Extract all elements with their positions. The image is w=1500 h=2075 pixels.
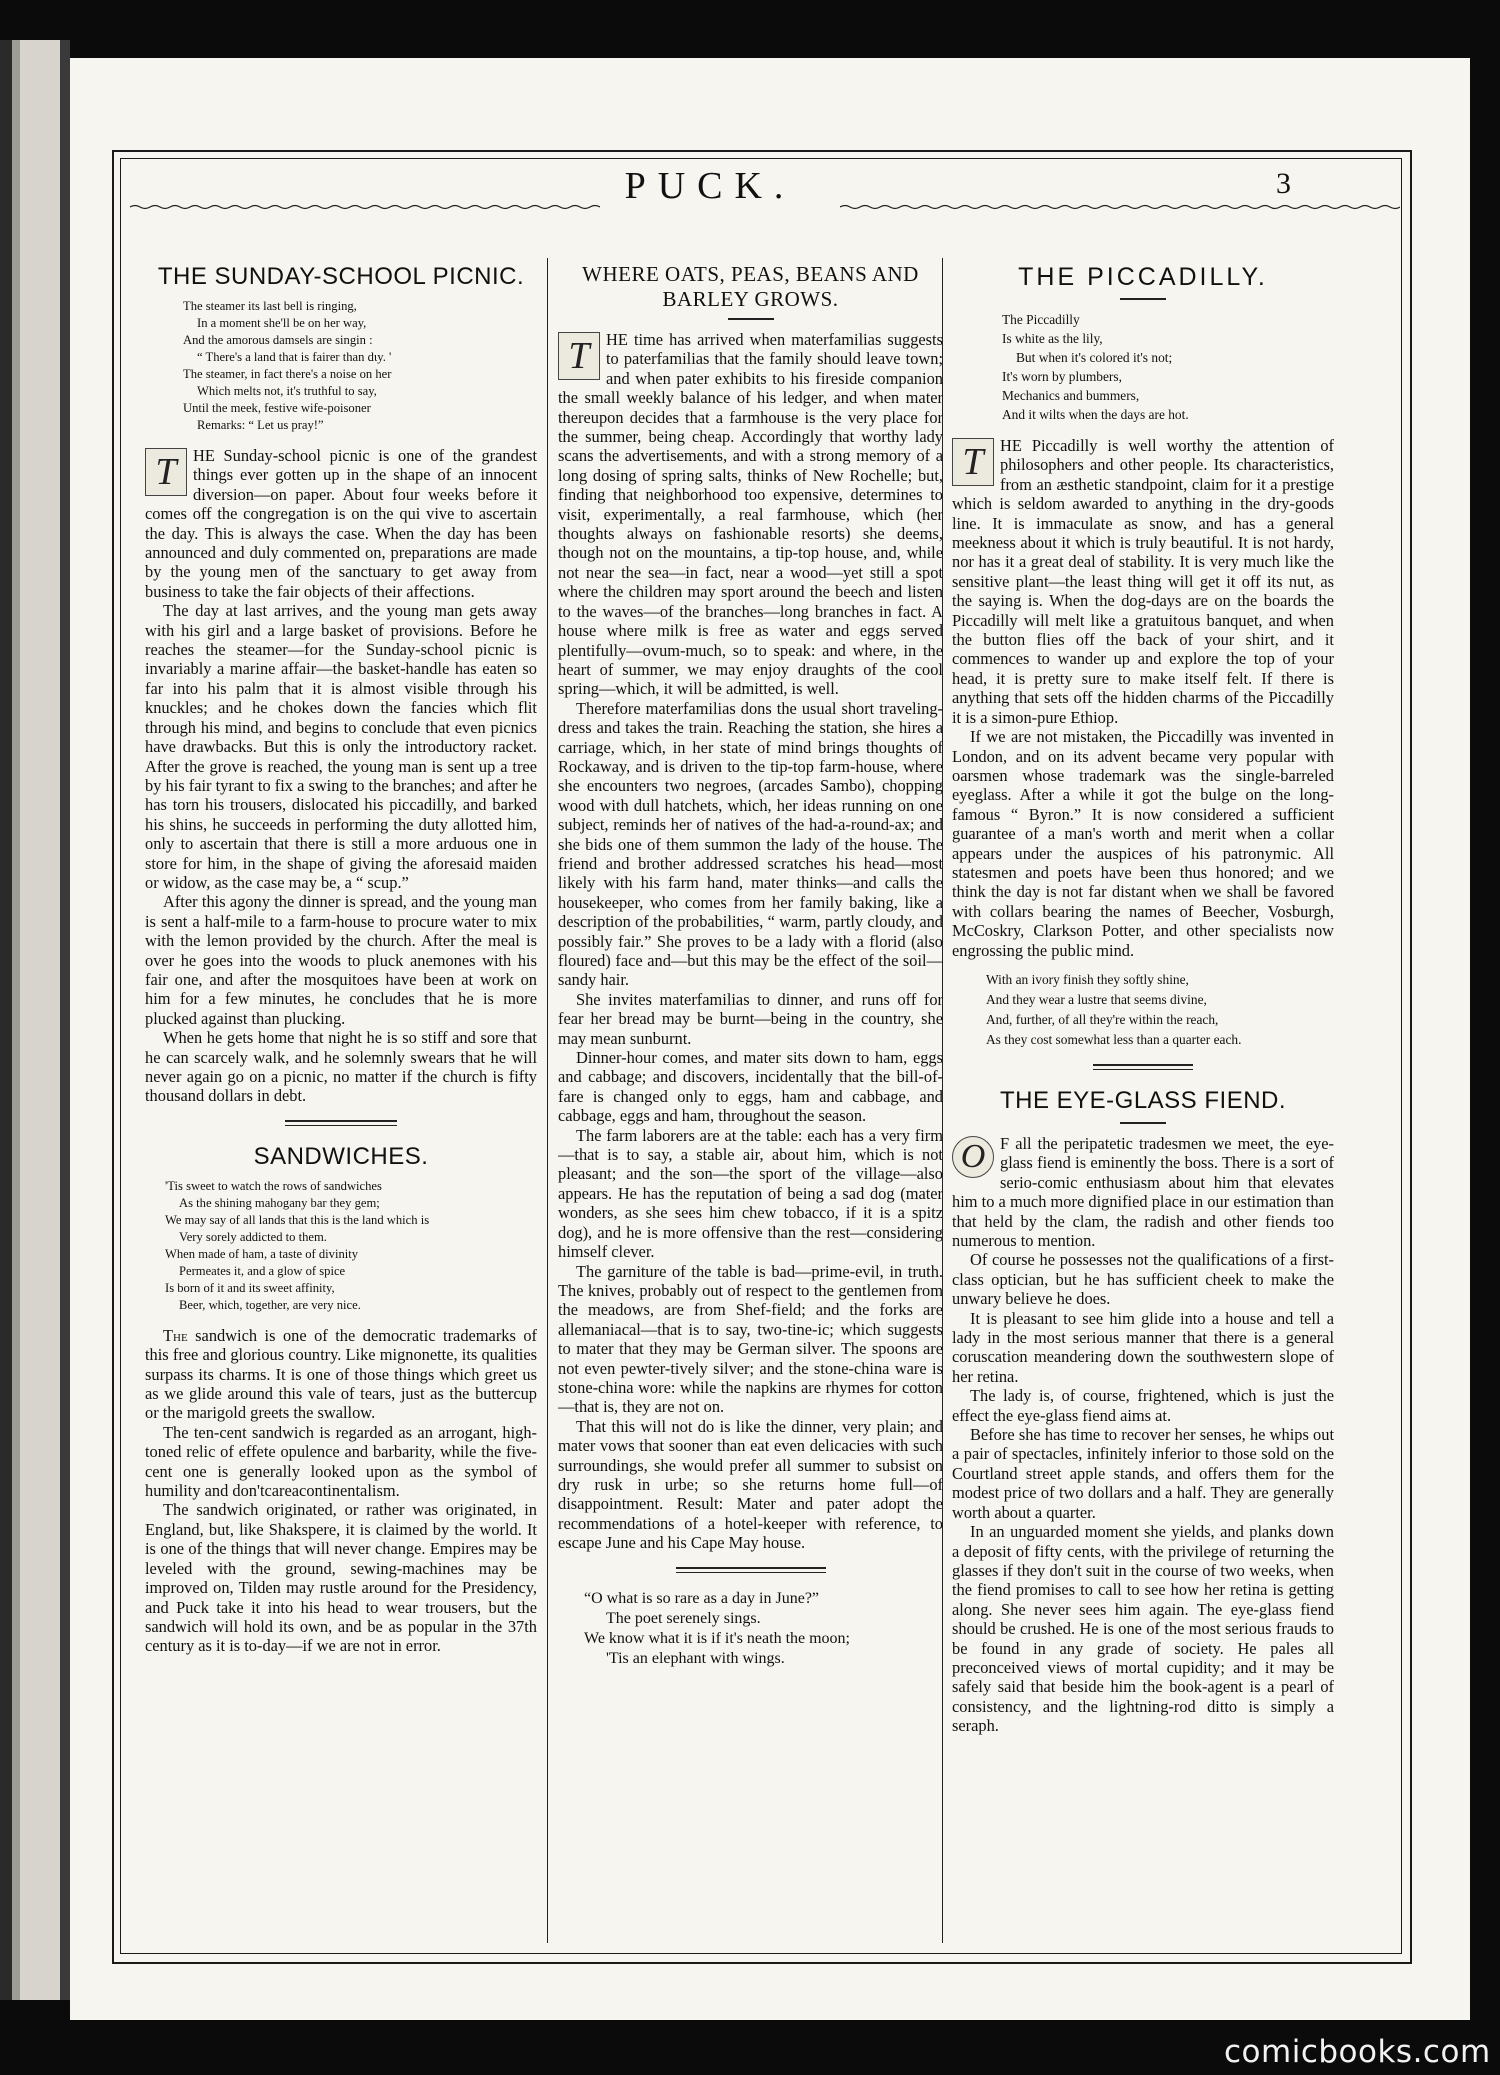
article-paragraph: She invites materfamilias to dinner, and runs off for fear her bread may be burnt—being in the country, she may mean sunburnt. (558, 989, 943, 1048)
masthead-ornament-right (840, 204, 1400, 210)
verse-line: It's worn by plumbers, (1002, 369, 1122, 384)
verse-line: As they cost somewhat less than a quarter each. (986, 1031, 1242, 1047)
article-title: THE PICCADILLY. (1018, 263, 1268, 291)
article-verse (1002, 310, 1334, 424)
article-paragraph (952, 1134, 1334, 1250)
column-3 (952, 258, 1334, 1938)
adjacent-page-edge (0, 40, 70, 2000)
paragraph-text: HE Piccadilly is well worthy the attention of philosophers and other people. Its characteristics, from an æsthetic standpoint, claim for it a prestige which is seldom awarded to anything in the dry-goods line. It is immaculate as snow, and has a general meekness about it which is truly beautiful. It is not hardy, nor has it a great deal of stability. It is very much like the sensitive plant—the least thing will get it off its nut, as the saying is. When the dog-days are on the boards the Piccadilly will melt like a gratuitous banquet, and when the button flies off the back of your shirt, and it commences to wander up and explore the top of your head, it is pretty sure to make itself felt. If there is anything that sets off the hidden charms of the Piccadilly it is a simon-pure Ethiop. (952, 436, 1334, 727)
verse-line: Is white as the lily, (1002, 331, 1103, 346)
article-paragraph: Therefore materfamilias dons the usual short traveling-dress and takes the train. Reaching the station, she hires a carriage, which, in her state of mind brings thoughts of Rockaway, and is driven to the tip-top farm-house, where she encounters two negroes, (arcades Sambo), chopping wood with dull hatchets, which, her ideas running on one subject, reminds her of natives of the had-a-round-ax; and she bids one of them summon the lady of the house. The friend and brother addressed scratches his head—most likely with his farm hand, mater thinks—and calls the housekeeper, who comes from her family baking, like a description of the probabilities, “ warm, partly cloudy, and possibly fair.” She proves to be a lady with a florid (also floured) face and—but this may be the effect of the soil—sandy hair. (558, 698, 943, 990)
title-rule (1120, 298, 1166, 300)
column-1 (145, 258, 537, 1938)
article-paragraph: After this agony the dinner is spread, and the young man is sent a half-mile to a farm-house to procure water to mix with the lemon provided by the church. After the meal is over he goes into the woods to pluck anemones with his fair one, and after the mosquitoes have been at work on him for a few minutes, he concludes that he is more plucked against than plucking. (145, 892, 537, 1028)
verse-line: Mechanics and bummers, (1002, 388, 1140, 403)
article-paragraph: Before she has time to recover her senses, he whips out a pair of spectacles, infinitely inferior to those sold on the Courtland street apple stands, and offers them for the modest price of two dollars and a half. They are generally worth about a quarter. (952, 1425, 1334, 1522)
article-paragraph: It is pleasant to see him glide into a house and tell a lady in the most serious manner that there is a general coruscation meandering down the southwestern slope of her retina. (952, 1308, 1334, 1386)
closing-poem (584, 1589, 943, 1669)
magazine-page (70, 58, 1470, 2020)
article-paragraph: The day at last arrives, and the young man gets away with his girl and a large basket of provisions. Before he reaches the steamer—for the Sunday-school picnic is invariably a marine affair—the basket-handle has eaten so far into his palm that it is almost visible through his knuckles; and he chokes down the fancies which flit through his mind, and begins to conclude that even picnics have drawbacks. But this is only the introductory racket. After the grove is reached, the young man is sent up a tree by his fair tyrant to fix a swing to the branches; and after he has torn his trousers, dislocated his piccadilly, and barked his shins, he succeeds in performing the duty allotted him, only to ascertain that there is still a more arduous one in store for him, in the shape of giving the aforesaid maiden or widow, as the case may be, a “ scup.” (145, 601, 537, 892)
verse-line: Remarks: “ Let us pray!” (197, 418, 324, 432)
ornamental-initial: T (558, 332, 600, 380)
article-paragraph: The farm laborers are at the table: each has a very firm—that is to say, a stable air, about him, which is not pleasant; and the son—the sport of the village—also appears. He has the reputation of being a sad dog (mater wonders, as she sees him chew tobacco, if it is a spitz dog), and he is more offensive than the rest—considering himself clever. (558, 1125, 943, 1262)
title-rule (1120, 1122, 1166, 1124)
verse-line: In a moment she'll be on her way, (197, 316, 367, 330)
article-paragraph: The lady is, of course, frightened, which is just the effect the eye-glass fiend aims at. (952, 1386, 1334, 1425)
paragraph-text: F all the peripatetic tradesmen we meet, the eye-glass fiend is eminently the boss. There is a sort of serio-comic enthusiasm about him that elevates him to a much more dignified place in our estimation than that held by the clam, the radish and other fiends too numerous to mention. (952, 1133, 1334, 1250)
verse-line: Until the meek, festive wife-poisoner (183, 401, 371, 415)
article-verse (183, 298, 537, 434)
article-paragraph: That this will not do is like the dinner, very plain; and mater vows that sooner than eat even delicacies with such surroundings, she would prefer all summer to subsist on dry rusk in urbe; so she returns home full—of disappointment. Result: Mater and pater adopt the recommendations of a hotel-keeper with reference, to escape June and his Cape May house. (558, 1416, 943, 1553)
verse-line: But when it's colored it's not; (1016, 350, 1173, 365)
article-paragraph: Dinner-hour comes, and mater sits down to ham, eggs and cabbage; and discovers, incidentally that the bill-of-fare is changed only to eggs, ham and cabbage, and cabbage, eggs and ham, throughout the season. (558, 1048, 943, 1126)
section-divider (676, 1567, 826, 1573)
verse-line: As the shining mahogany bar they gem; (179, 1195, 380, 1210)
verse-line: With an ivory finish they softly shine, (986, 971, 1189, 987)
article-paragraph: When he gets home that night he is so stiff and sore that he can scarcely walk, and he solemnly swears that he will never again go on a picnic, no matter if the church is fifty thousand dollars in debt. (145, 1028, 537, 1106)
article-title: THE EYE-GLASS FIEND. (999, 1086, 1287, 1114)
article-paragraph (558, 330, 943, 699)
verse-line: Is born of it and its sweet affinity, (165, 1280, 335, 1295)
article-paragraph (145, 1326, 537, 1423)
lead-word: The (163, 1325, 188, 1345)
verse-line: Which melts not, it's truthful to say, (197, 384, 377, 398)
verse-line: And they wear a lustre that seems divine, (986, 991, 1207, 1007)
article-verse (165, 1178, 537, 1314)
site-watermark: comicbooks.com (1224, 2034, 1491, 2070)
verse-line: Permeates it, and a glow of spice (179, 1263, 346, 1278)
section-divider (285, 1120, 397, 1126)
article-paragraph: In an unguarded moment she yields, and planks down a deposit of fifty cents, with the privilege of returning the glasses if they don't suit in the course of two weeks, when the fiend promises to call to see how her retina is getting along. She never sees him again. The eye-glass fiend should be crushed. He is one of the most serious frauds to be found in any grade of society. He pales all preconceived views of mortal cupidity; and it may be safely said that beside him the book-agent is a pearl of consistency, and the lightning-rod ditto is simply a seraph. (952, 1522, 1334, 1736)
poem-line: The poet serenely sings. (606, 1609, 761, 1627)
title-rule (728, 318, 774, 320)
article-paragraph (952, 436, 1334, 727)
masthead-title: PUCK. (624, 165, 796, 207)
article-paragraph (145, 446, 537, 601)
verse-line: The Piccadilly (1002, 312, 1080, 327)
ornamental-initial: T (952, 438, 994, 486)
article-paragraph: Of course he possesses not the qualifications of a first-class optician, but he has sufficient cheek to make the unwary believe he does. (952, 1250, 1334, 1309)
column-rule (547, 258, 548, 1943)
article-paragraph: The ten-cent sandwich is regarded as an arrogant, high-toned relic of effete opulence and barbarity, while the five-cent one is generally looked upon as the symbol of humility and don'tcareacontinentalism. (145, 1422, 537, 1501)
ornamental-initial: T (145, 448, 187, 496)
article-title: WHERE OATS, PEAS, BEANS AND BARLEY GROWS. (582, 262, 919, 311)
poem-line: 'Tis an elephant with wings. (606, 1649, 785, 1667)
verse-line: The steamer, in fact there's a noise on her (183, 367, 392, 381)
poem-line: “O what is so rare as a day in June?” (584, 1589, 820, 1607)
verse-line: And it wilts when the days are hot. (1002, 407, 1189, 422)
verse-line: Beer, which, together, are very nice. (179, 1297, 361, 1312)
article-paragraph: The sandwich originated, or rather was originated, in England, but, like Shakspere, it is claimed by the world. It is one of the things that will never change. Empires may be leveled with the ground, sewing-machines may be improved on, Tilden may rustle around for the Presidency, and Puck take it into his head to wear trousers, but the sandwich will hold its own, and be as popular in the 37th century as it is to-day—if we are not in error. (145, 1500, 537, 1656)
verse-line: “ There's a land that is fairer than dɩy. ' (197, 350, 392, 364)
masthead-ornament-left (130, 204, 600, 210)
verse-line: And the amorous damsels are singin : (183, 333, 373, 347)
verse-line: The steamer its last bell is ringing, (183, 299, 357, 313)
verse-line: When made of ham, a taste of divinity (165, 1246, 359, 1261)
paragraph-text: sandwich is one of the democratic trademarks of this free and glorious country. Like mignonette, its qualities surpass its charms. It is one of those things which greet us as we glide around this vale of tears, just as the buttercup or the marigold greets the swallow. (145, 1325, 537, 1423)
closing-verse (986, 970, 1334, 1050)
verse-line: Very sorely addicted to them. (179, 1229, 327, 1244)
article-paragraph: The garniture of the table is bad—prime-evil, in truth. The knives, probably out of respect to the gentlemen from the meadows, are from Shef-field; and the forks are allemaniacal—that is to say, two-tine-ic; which suggests to mater that they may be German silver. The spoons are not even pewter-tively silver; and the stone-china ware is stone-china wore: while the napkins are rhymes for cotton—that is, they are not on. (558, 1261, 943, 1417)
column-2 (558, 258, 943, 1938)
verse-line: We may say of all lands that this is the land which is (165, 1212, 430, 1227)
verse-line: And, further, of all they're within the reach, (986, 1011, 1219, 1027)
ornamental-initial: O (952, 1136, 994, 1178)
article-title: THE SUNDAY-SCHOOL PICNIC. (157, 263, 525, 290)
page-number: 3 (1276, 167, 1291, 200)
section-divider (1093, 1064, 1193, 1070)
article-paragraph: If we are not mistaken, the Piccadilly was invented in London, and on its advent became very popular with oarsmen whose trademark was the single-barreled eyeglass. After a while it got the bulge on the long-famous “ Byron.” It is now considered a sufficient guarantee of a man's worth and merit when a collar appears under the auspices of his patronymic. All statesmen and poets have been thus honored; and we think the day is not far distant when we shall be favored with collars bearing the names of Beecher, Vosburgh, McCoskry, Clarkson Potter, and other specialists now engrossing the public mind. (952, 727, 1334, 960)
verse-line: 'Tis sweet to watch the rows of sandwiches (165, 1178, 382, 1193)
poem-line: We know what it is if it's neath the moon; (584, 1629, 850, 1647)
article-title: SANDWICHES. (253, 1142, 429, 1170)
paragraph-text: HE Sunday-school picnic is one of the grandest things ever gotten up in the shape of an innocent diversion—on paper. About four weeks before it comes off the congregation is on the qui vive to ascertain the day. This is always the case. When the day has been announced and duly commented on, preparations are made by the young men of the sanctuary to get away from business to take the fair objects of their affections. (145, 446, 537, 601)
paragraph-text: HE time has arrived when materfamilias suggests to paterfamilias that the family should leave town; and when pater exhibits to his fireside companion the small weekly balance of his ledger, and when mater thereupon decides that a farmhouse is the very place for the summer, being cheap. Accordingly that worthy lady scans the advertisements, and with a strong memory of a long dosing of spring salts, thinks of New Rochelle; but, finding that neighborhood too expensive, determines to visit, experimentally, a real farmhouse, which (her thoughts always on fashionable resorts) she deems, though not on the mountains, a tip-top house, and, while not near the sea—in fact, near a wood—yet still a spot where the children may sport around the beech and listen to the waves—of the branches—long branches in fact. A house where milk is free as water and eggs served plentifully—ovum-much, so to speak: and where, in the heart of summer, we may enjoy draughts of the cool spring—which, it will be admitted, is well. (558, 330, 943, 699)
